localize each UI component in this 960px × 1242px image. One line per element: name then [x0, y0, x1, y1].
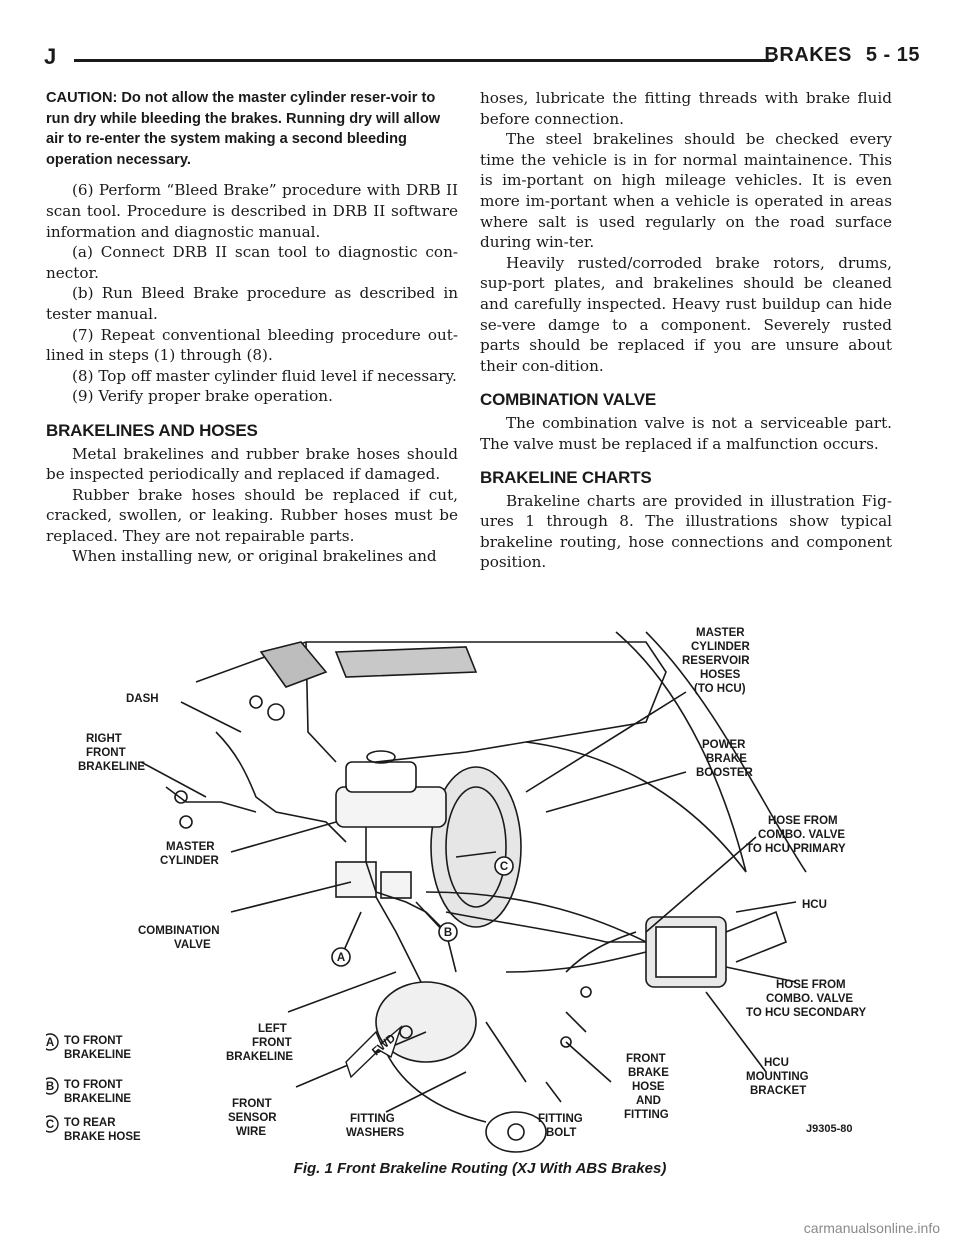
label-res-2: CYLINDER [691, 641, 750, 653]
legend [46, 1034, 141, 1143]
label-bracket-2: MOUNTING [746, 1071, 809, 1083]
legend-item-b [46, 1078, 131, 1105]
label-left-2: FRONT [252, 1037, 292, 1049]
label-fbh-3: HOSE [632, 1081, 665, 1093]
header-right [750, 44, 920, 67]
svg-text:TO FRONT: TO FRONT [64, 1079, 123, 1091]
svg-text:B: B [443, 927, 453, 939]
svg-text:BRAKELINE: BRAKELINE [64, 1049, 132, 1061]
label-hs-1: HOSE FROM [776, 979, 846, 991]
label-res-3: RESERVOIR [682, 655, 750, 667]
svg-text:BRAKE HOSE: BRAKE HOSE [64, 1131, 141, 1143]
svg-text:A: A [336, 952, 346, 964]
svg-text:C: C [46, 1119, 55, 1131]
label-res-5: (TO HCU) [694, 683, 746, 695]
label-hcu: HCU [802, 899, 827, 911]
header-letter: J [44, 44, 57, 69]
paragraph-rust: Heavily rusted/corroded brake rotors, drums, sup-port plates, and brakelines should be cleaned and carefully inspected. Heavy rust buildup can hide se-vere damge to a component. Severely rusted parts should be replaced if you are unsure about their con-dition. [480, 253, 892, 375]
fwd-arrow [346, 1027, 401, 1077]
label-hp-2: COMBO. VALVE [758, 829, 846, 841]
label-sensor-2: SENSOR [228, 1112, 277, 1124]
step-8: (8) Top off master cylinder fluid level if necessary. [72, 366, 457, 385]
svg-text:C: C [499, 861, 509, 873]
label-hs-3: TO HCU SECONDARY [746, 1007, 867, 1019]
legend-item-a [46, 1034, 131, 1061]
callout-b [439, 923, 457, 941]
label-hp-1: HOSE FROM [768, 815, 838, 827]
left-column [46, 88, 458, 567]
label-master-2: CYLINDER [160, 855, 219, 867]
label-hp-3: TO HCU PRIMARY [746, 843, 846, 855]
master-cylinder-shape [336, 787, 446, 827]
label-right-front-2: FRONT [86, 747, 126, 759]
label-left-3: BRAKELINE [226, 1051, 294, 1063]
step-6: (6) Perform “Bleed Brake” procedure with DRB II scan tool. Procedure is described in DRB II software information and diagnostic manual. [46, 181, 458, 241]
label-combo-2: VALVE [174, 939, 211, 951]
label-combo-1: COMBINATION [138, 925, 220, 937]
right-column [480, 88, 892, 573]
label-master-1: MASTER [166, 841, 215, 853]
svg-text:FWD: FWD [370, 1032, 398, 1059]
heading-combination-valve: COMBINATION VALVE [480, 390, 657, 410]
label-fbh-4: AND [636, 1095, 661, 1107]
callout-c [495, 857, 513, 875]
label-washers-1: FITTING [350, 1113, 395, 1125]
label-res-1: MASTER [696, 627, 745, 639]
callout-a [332, 948, 350, 966]
figure-code: J9305-80 [806, 1123, 853, 1135]
label-res-4: HOSES [700, 669, 741, 681]
label-fbh-1: FRONT [626, 1053, 666, 1065]
label-fbh-5: FITTING [624, 1109, 669, 1121]
label-booster-2: BRAKE [706, 753, 747, 765]
paragraph-installing: When installing new, or original brakelines and [72, 547, 437, 566]
paragraph-inspection: Metal brakelines and rubber brake hoses should be inspected periodically and replaced if damaged. [46, 444, 458, 484]
label-bolt-2: BOLT [546, 1127, 577, 1139]
label-bracket-3: BRACKET [750, 1085, 807, 1097]
step-9: (9) Verify proper brake operation. [72, 387, 333, 406]
paragraph-installing-continued: hoses, lubricate the fitting threads with brake fluid before connection. [480, 89, 892, 128]
dash-shaded-panel [261, 642, 326, 687]
dash-leader [181, 702, 241, 732]
header-section: BRAKES [764, 44, 852, 66]
svg-text:TO REAR: TO REAR [64, 1117, 116, 1129]
label-right-front-3: BRAKELINE [78, 761, 146, 773]
step-7: (7) Repeat conventional bleeding procedure out-lined in steps (1) through (8). [46, 325, 458, 365]
label-right-front-1: RIGHT [86, 733, 122, 745]
legend-item-c [46, 1116, 141, 1143]
label-sensor-1: FRONT [232, 1098, 272, 1110]
step-6b: (b) Run Bleed Brake procedure as described in tester manual. [46, 284, 458, 323]
caution-note: CAUTION: Do not allow the master cylinder reser-voir to run dry while bleeding the brakes. Running dry will allow air to re-enter the system making a second bleeding operation necessary. [46, 90, 441, 168]
label-bracket-1: HCU [764, 1057, 789, 1069]
label-bolt-1: FITTING [538, 1113, 583, 1125]
label-booster-1: POWER [702, 739, 746, 751]
label-fbh-2: BRAKE [628, 1067, 669, 1079]
label-sensor-3: WIRE [236, 1126, 267, 1138]
watermark: carmanualsonline.info [803, 1220, 940, 1236]
paragraph-rubber-hoses: Rubber brake hoses should be replaced if cut, cracked, swollen, or leaking. Rubber hoses must be replaced. They are not repairable parts. [46, 485, 458, 545]
paragraph-combination-valve: The combination valve is not a serviceable part. The valve must be replaced if a malfunction occurs. [480, 413, 892, 453]
combination-valve-shape [336, 862, 376, 897]
label-dash: DASH [126, 693, 159, 705]
svg-text:A: A [46, 1037, 55, 1049]
label-washers-2: WASHERS [346, 1127, 405, 1139]
label-left-1: LEFT [258, 1023, 287, 1035]
svg-text:TO FRONT: TO FRONT [64, 1035, 123, 1047]
label-booster-3: BOOSTER [696, 767, 753, 779]
paragraph-steel-brakelines: The steel brakelines should be checked every time the vehicle is in for normal maintainence. This is im-portant on high mileage vehicles. It is even more im-portant when a vehicle is operated in areas where salt is used regularly on the road surface during win-ter. [480, 130, 892, 252]
svg-text:B: B [46, 1081, 55, 1093]
page-header [44, 44, 920, 70]
svg-text:BRAKELINE: BRAKELINE [64, 1093, 132, 1105]
heading-brakeline-charts: BRAKELINE CHARTS [480, 468, 652, 488]
brakeline-figure [46, 612, 922, 1157]
heading-brakelines-and-hoses: BRAKELINES AND HOSES [46, 420, 258, 440]
figure-caption: Fig. 1 Front Brakeline Routing (XJ With ABS Brakes) [293, 1160, 667, 1177]
header-rule [74, 59, 774, 62]
paragraph-brakeline-charts: Brakeline charts are provided in illustration Fig-ures 1 through 8. The illustrations show typical brakeline routing, hose connections and component position. [480, 491, 892, 572]
step-6a: (a) Connect DRB II scan tool to diagnostic con-nector. [46, 243, 458, 282]
label-hs-2: COMBO. VALVE [766, 993, 854, 1005]
header-page-number: 5 - 15 [865, 44, 920, 66]
brakeline-illustration [46, 612, 922, 1157]
